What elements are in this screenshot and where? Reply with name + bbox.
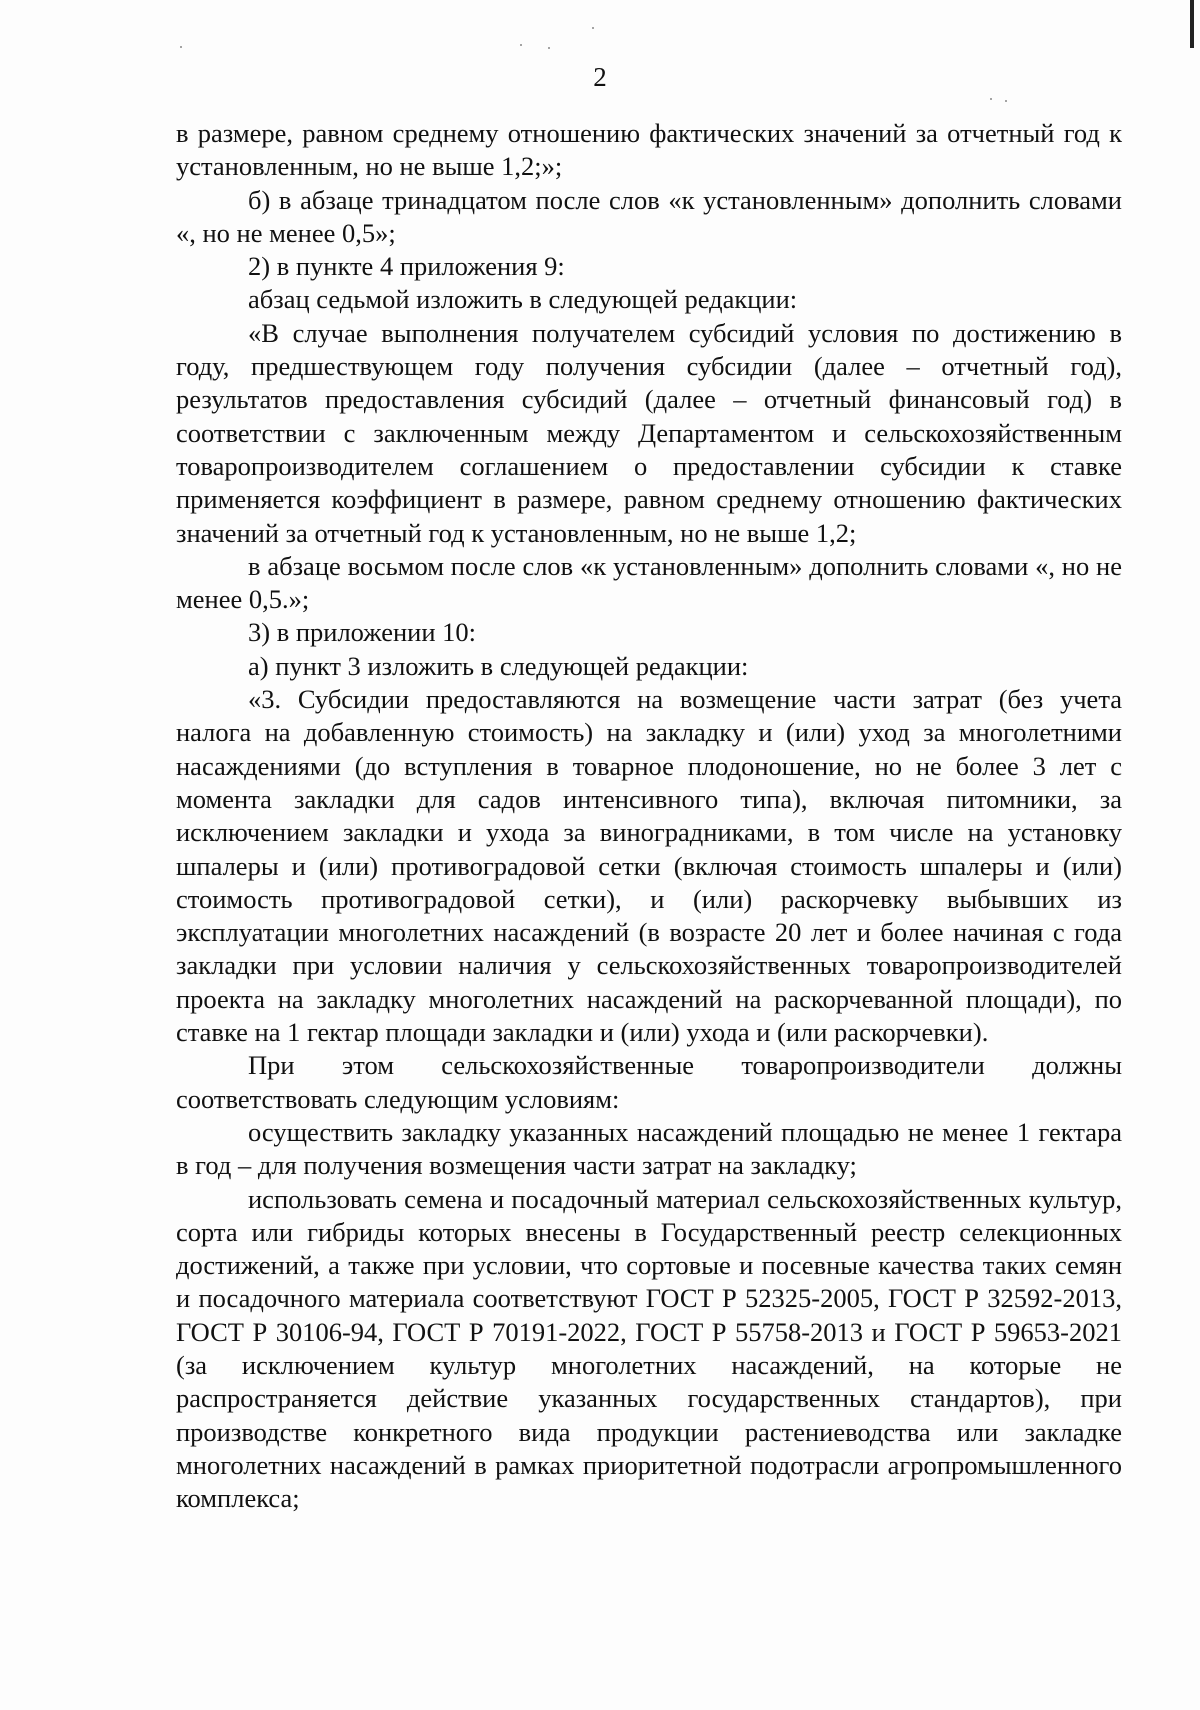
scan-speck [180, 46, 182, 48]
paragraph: в абзаце восьмом после слов «к установленным» дополнить словами «, но не менее 0,5.»; [176, 550, 1122, 615]
paragraph: осуществить закладку указанных насаждений площадью не менее 1 гектара в год – для получения возмещения части затрат на закладку; [176, 1116, 1122, 1181]
paragraph: 2) в пункте 4 приложения 9: [248, 251, 565, 282]
paragraph: использовать семена и посадочный материал сельскохозяйственных культур, сорта или гибриды которых внесены в Государственный реестр селекционных достижений, а также при условии, что сортовые и посевные качества таких семян и посадочного материала соответствуют ГОСТ Р 52325-2005, ГОСТ Р 32592-2013, ГОСТ Р 30106-94, ГОСТ Р 70191-2022, ГОСТ Р 55758-2013 и ГОСТ Р 59653-2021 (за исключением культур многолетних насаждений, на которые не распространяется действие указанных государственных стандартов), при производстве конкретного вида продукции растениеводства или закладке многолетних насаждений в рамках приоритетной подотрасли агропромышленного комплекса; [176, 1183, 1122, 1514]
scan-edge-mark [1190, 0, 1194, 48]
paragraph: «3. Субсидии предоставляются на возмещение части затрат (без учета налога на добавленную стоимость) на закладку и (или) уход за многолетними насаждениями (до вступления в товарное плодоношение, но не более 3 лет с момента закладки для садов интенсивного типа), включая питомники, за исключением закладки и ухода за виноградниками, в том числе на установку шпалеры и (или) противоградовой сетки (включая стоимость шпалеры и (или) стоимость противоградовой сетки), и (или) раскорчевку выбывших из эксплуатации многолетних насаждений (в возрасте 20 лет и более начиная с года закладки при условии наличия у сельскохозяйственных товаропроизводителей проекта на закладку многолетних насаждений на раскорчеванной площади), по ставке на 1 гектар площади закладки и (или) ухода и (или раскорчевки). [176, 684, 1122, 1048]
paragraph: а) пункт 3 изложить в следующей редакции: [248, 650, 749, 681]
paragraph: «В случае выполнения получателем субсидий условия по достижению в году, предшествующем году получения субсидии (далее – отчетный год), результатов предоставления субсидий (далее – отчетный финансовый год) в соответствии с заключенным между Департаментом и сельскохозяйственным товаропроизводителем соглашением о предоставлении субсидии к ставке применяется коэффициент в размере, равном среднему отношению фактических значений за отчетный год к установленным, но не выше 1,2; [176, 317, 1122, 548]
scan-speck [1005, 100, 1007, 102]
scan-speck [548, 47, 550, 49]
scan-speck [520, 44, 522, 46]
scan-speck [990, 98, 992, 100]
paragraph: абзац седьмой изложить в следующей редакции: [248, 284, 798, 315]
page-number: 2 [593, 62, 607, 92]
paragraph: б) в абзаце тринадцатом после слов «к установленным» дополнить словами «, но не менее 0,5»; [176, 184, 1122, 248]
scan-speck [592, 27, 594, 29]
paragraph: При этом сельскохозяйственные товаропроизводители должны соответствовать следующим условиям: [176, 1050, 1122, 1114]
document-body [176, 117, 1122, 1515]
paragraph: в размере, равном среднему отношению фактических значений за отчетный год к установленным, но не выше 1,2;»; [176, 118, 1122, 182]
paragraph: 3) в приложении 10: [248, 617, 477, 648]
